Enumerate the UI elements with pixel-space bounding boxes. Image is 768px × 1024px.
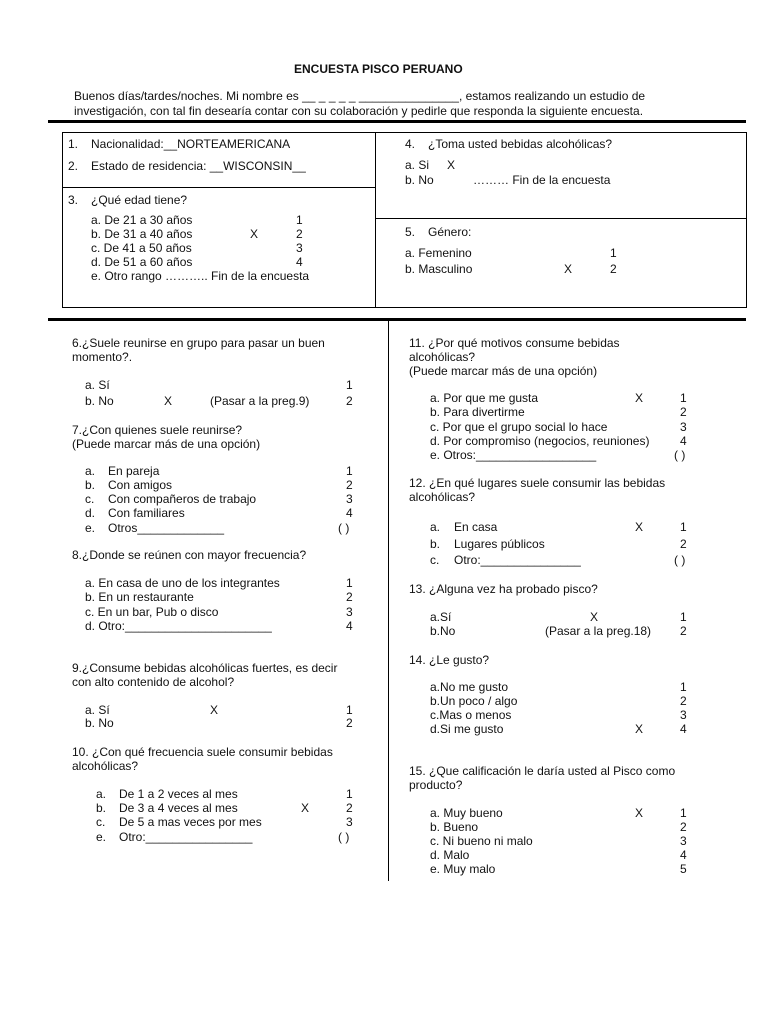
- q3-option-e: e. Otro rango ……….. Fin de la encuesta: [91, 269, 310, 283]
- q9-option-a-mark: X: [210, 703, 219, 717]
- q10-option-c-letter: c.: [96, 815, 106, 829]
- q10-option-c: De 5 a mas veces por mes: [119, 815, 262, 829]
- q7-option-b-letter: b.: [85, 478, 96, 492]
- q13-option-b-code: 2: [680, 624, 687, 638]
- q10-option-b-code: 2: [346, 801, 353, 815]
- q1-number: 1.: [68, 137, 79, 151]
- q14-option-a: a.No me gusto: [430, 680, 509, 694]
- q15-option-e-code: 5: [680, 862, 687, 876]
- q14-option-d-code: 4: [680, 722, 687, 736]
- q5-option-a-code: 1: [610, 246, 617, 260]
- q15-option-d-code: 4: [680, 848, 687, 862]
- q14-option-d: d.Si me gusto: [430, 722, 504, 736]
- q11-option-c: c. Por que el grupo social lo hace: [430, 420, 608, 434]
- q7-option-e: Otros_____________: [108, 521, 225, 535]
- q4-option-b: b. No: [405, 173, 434, 187]
- q7-option-e-code: ( ): [338, 521, 350, 535]
- q9-option-a-code: 1: [346, 703, 353, 717]
- q3-option-d: d. De 51 a 60 años: [91, 255, 193, 269]
- q10-option-e-code: ( ): [338, 830, 350, 844]
- q11-option-b: b. Para divertirme: [430, 405, 525, 419]
- q11-option-d: d. Por compromiso (negocios, reuniones): [430, 434, 650, 448]
- q7-option-b-code: 2: [346, 478, 353, 492]
- q3-text: ¿Qué edad tiene?: [91, 193, 188, 207]
- box-vertical-divider: [375, 132, 376, 308]
- box-left-divider: [62, 187, 376, 188]
- q8-option-b-code: 2: [346, 590, 353, 604]
- q3-option-b: b. De 31 a 40 años: [91, 227, 193, 241]
- q7-option-d-code: 4: [346, 506, 353, 520]
- bottom-thick-rule: [48, 318, 746, 321]
- q12-option-b-letter: b.: [430, 537, 441, 551]
- q15-option-e: e. Muy malo: [430, 862, 496, 876]
- q4-option-a: a. Si: [405, 158, 430, 172]
- q3-option-c: c. De 41 a 50 años: [91, 241, 192, 255]
- q11-line-3: (Puede marcar más de una opción): [409, 364, 598, 378]
- q14-option-d-mark: X: [635, 722, 644, 736]
- q6-option-a-code: 1: [346, 378, 353, 392]
- q6-option-b-mark: X: [164, 394, 173, 408]
- q10-line-1: 10. ¿Con qué frecuencia suele consumir bebidas: [72, 745, 333, 759]
- q6-option-b-note: (Pasar a la preg.9): [210, 394, 310, 408]
- q10-option-a: De 1 a 2 veces al mes: [119, 787, 238, 801]
- q4-text: ¿Toma usted bebidas alcohólicas?: [428, 137, 613, 151]
- q10-option-a-code: 1: [346, 787, 353, 801]
- q9-line-2: con alto contenido de alcohol?: [72, 675, 235, 689]
- q11-option-e: e. Otros:__________________: [430, 448, 597, 462]
- q11-option-c-code: 3: [680, 420, 687, 434]
- q13-option-a-mark: X: [590, 610, 599, 624]
- q14-option-b: b.Un poco / algo: [430, 694, 518, 708]
- q4-option-b-extra: ……… Fin de la encuesta: [473, 173, 611, 187]
- q2-number: 2.: [68, 159, 79, 173]
- q6-option-a: a. Sí: [85, 378, 110, 392]
- q5-option-b: b. Masculino: [405, 262, 473, 276]
- q7-option-a-code: 1: [346, 464, 353, 478]
- q6-line-2: momento?.: [72, 350, 133, 364]
- q15-line-1: 15. ¿Que calificación le daría usted al Pisco como: [409, 764, 676, 778]
- q12-option-c-code: ( ): [674, 553, 686, 567]
- q8-option-a: a. En casa de uno de los integrantes: [85, 576, 280, 590]
- q4-number: 4.: [405, 137, 416, 151]
- q13-line-1: 13. ¿Alguna vez ha probado pisco?: [409, 582, 598, 596]
- q8-option-b: b. En un restaurante: [85, 590, 194, 604]
- q9-option-b: b. No: [85, 716, 114, 730]
- q3-option-a: a. De 21 a 30 años: [91, 213, 193, 227]
- q5-option-b-code: 2: [610, 262, 617, 276]
- q13-option-b: b.No: [430, 624, 456, 638]
- q15-option-b: b. Bueno: [430, 820, 479, 834]
- q11-option-a-code: 1: [680, 391, 687, 405]
- q7-option-d-letter: d.: [85, 506, 96, 520]
- q9-line-1: 9.¿Consume bebidas alcohólicas fuertes, es decir: [72, 661, 338, 675]
- q7-option-a-letter: a.: [85, 464, 96, 478]
- q3-option-c-code: 3: [296, 241, 303, 255]
- q15-option-c-code: 3: [680, 834, 687, 848]
- intro-line-1: Buenos días/tardes/noches. Mi nombre es __ _ _ _ _ _______________, estamos realizando un estudio de: [74, 89, 646, 103]
- column-divider: [388, 321, 389, 881]
- top-thick-rule: [48, 120, 746, 123]
- q14-line-1: 14. ¿Le gusto?: [409, 653, 490, 667]
- q10-option-b: De 3 a 4 veces al mes: [119, 801, 238, 815]
- q10-option-e-letter: e.: [96, 830, 107, 844]
- page-title: ENCUESTA PISCO PERUANO: [294, 62, 463, 76]
- q3-option-d-code: 4: [296, 255, 303, 269]
- q4-option-a-mark: X: [447, 158, 456, 172]
- q14-option-a-code: 1: [680, 680, 687, 694]
- q7-option-c-letter: c.: [85, 492, 95, 506]
- q13-option-a-code: 1: [680, 610, 687, 624]
- q7-option-b: Con amigos: [108, 478, 173, 492]
- q14-option-c: c.Mas o menos: [430, 708, 512, 722]
- q12-option-a: En casa: [454, 520, 498, 534]
- q3-number: 3.: [68, 193, 79, 207]
- q8-option-c-code: 3: [346, 605, 353, 619]
- q6-line-1: 6.¿Suele reunirse en grupo para pasar un buen: [72, 336, 325, 350]
- q11-option-b-code: 2: [680, 405, 687, 419]
- q7-option-e-letter: e.: [85, 521, 96, 535]
- q9-option-a: a. Sí: [85, 703, 110, 717]
- q11-line-1: 11. ¿Por qué motivos consume bebidas: [409, 336, 620, 350]
- q7-line-2: (Puede marcar más de una opción): [72, 437, 261, 451]
- q15-line-2: producto?: [409, 778, 463, 792]
- q15-option-d: d. Malo: [430, 848, 470, 862]
- q5-option-b-mark: X: [564, 262, 573, 276]
- q5-number: 5.: [405, 225, 416, 239]
- q15-option-b-code: 2: [680, 820, 687, 834]
- q6-option-b: b. No: [85, 394, 114, 408]
- q11-line-2: alcohólicas?: [409, 350, 476, 364]
- q7-option-c-code: 3: [346, 492, 353, 506]
- intro-line-2: investigación, con tal fin desearía contar con su colaboración y pedirle que responda la siguiente encuesta.: [74, 104, 644, 118]
- q14-option-c-code: 3: [680, 708, 687, 722]
- q3-option-b-mark: X: [250, 227, 259, 241]
- q12-option-a-code: 1: [680, 520, 687, 534]
- q12-option-c: Otro:_______________: [454, 553, 581, 567]
- q7-option-c: Con compañeros de trabajo: [108, 492, 257, 506]
- q8-option-d-code: 4: [346, 619, 353, 633]
- q8-option-d: d. Otro:______________________: [85, 619, 272, 633]
- q11-option-a-mark: X: [635, 391, 644, 405]
- q8-option-a-code: 1: [346, 576, 353, 590]
- q11-option-e-code: ( ): [674, 448, 686, 462]
- q8-line-1: 8.¿Donde se reúnen con mayor frecuencia?: [72, 548, 307, 562]
- q12-line-2: alcohólicas?: [409, 490, 476, 504]
- q11-option-d-code: 4: [680, 434, 687, 448]
- q15-option-a: a. Muy bueno: [430, 806, 503, 820]
- q14-option-b-code: 2: [680, 694, 687, 708]
- q3-option-b-code: 2: [296, 227, 303, 241]
- q10-option-b-letter: b.: [96, 801, 107, 815]
- q10-line-2: alcohólicas?: [72, 759, 139, 773]
- q12-option-b-code: 2: [680, 537, 687, 551]
- q10-option-e: Otro:________________: [119, 830, 253, 844]
- q12-option-a-letter: a.: [430, 520, 441, 534]
- q13-option-a: a.Sí: [430, 610, 452, 624]
- q15-option-a-code: 1: [680, 806, 687, 820]
- q1-text: Nacionalidad:__NORTEAMERICANA: [91, 137, 291, 151]
- q8-option-c: c. En un bar, Pub o disco: [85, 605, 219, 619]
- q10-option-c-code: 3: [346, 815, 353, 829]
- q10-option-a-letter: a.: [96, 787, 107, 801]
- q15-option-a-mark: X: [635, 806, 644, 820]
- q11-option-a: a. Por que me gusta: [430, 391, 539, 405]
- q12-option-a-mark: X: [635, 520, 644, 534]
- q12-option-c-letter: c.: [430, 553, 440, 567]
- q12-option-b: Lugares públicos: [454, 537, 545, 551]
- q2-text: Estado de residencia: __WISCONSIN__: [91, 159, 306, 173]
- q6-option-b-code: 2: [346, 394, 353, 408]
- q7-option-d: Con familiares: [108, 506, 185, 520]
- q7-option-a: En pareja: [108, 464, 160, 478]
- q13-option-b-note: (Pasar a la preg.18): [545, 624, 652, 638]
- q5-option-a: a. Femenino: [405, 246, 472, 260]
- q3-option-a-code: 1: [296, 213, 303, 227]
- q7-line-1: 7.¿Con quienes suele reunirse?: [72, 423, 243, 437]
- box-right-divider: [375, 218, 747, 219]
- q5-text: Género:: [428, 225, 472, 239]
- q10-option-b-mark: X: [301, 801, 310, 815]
- q15-option-c: c. Ni bueno ni malo: [430, 834, 533, 848]
- q12-line-1: 12. ¿En qué lugares suele consumir las bebidas: [409, 476, 666, 490]
- q9-option-b-code: 2: [346, 716, 353, 730]
